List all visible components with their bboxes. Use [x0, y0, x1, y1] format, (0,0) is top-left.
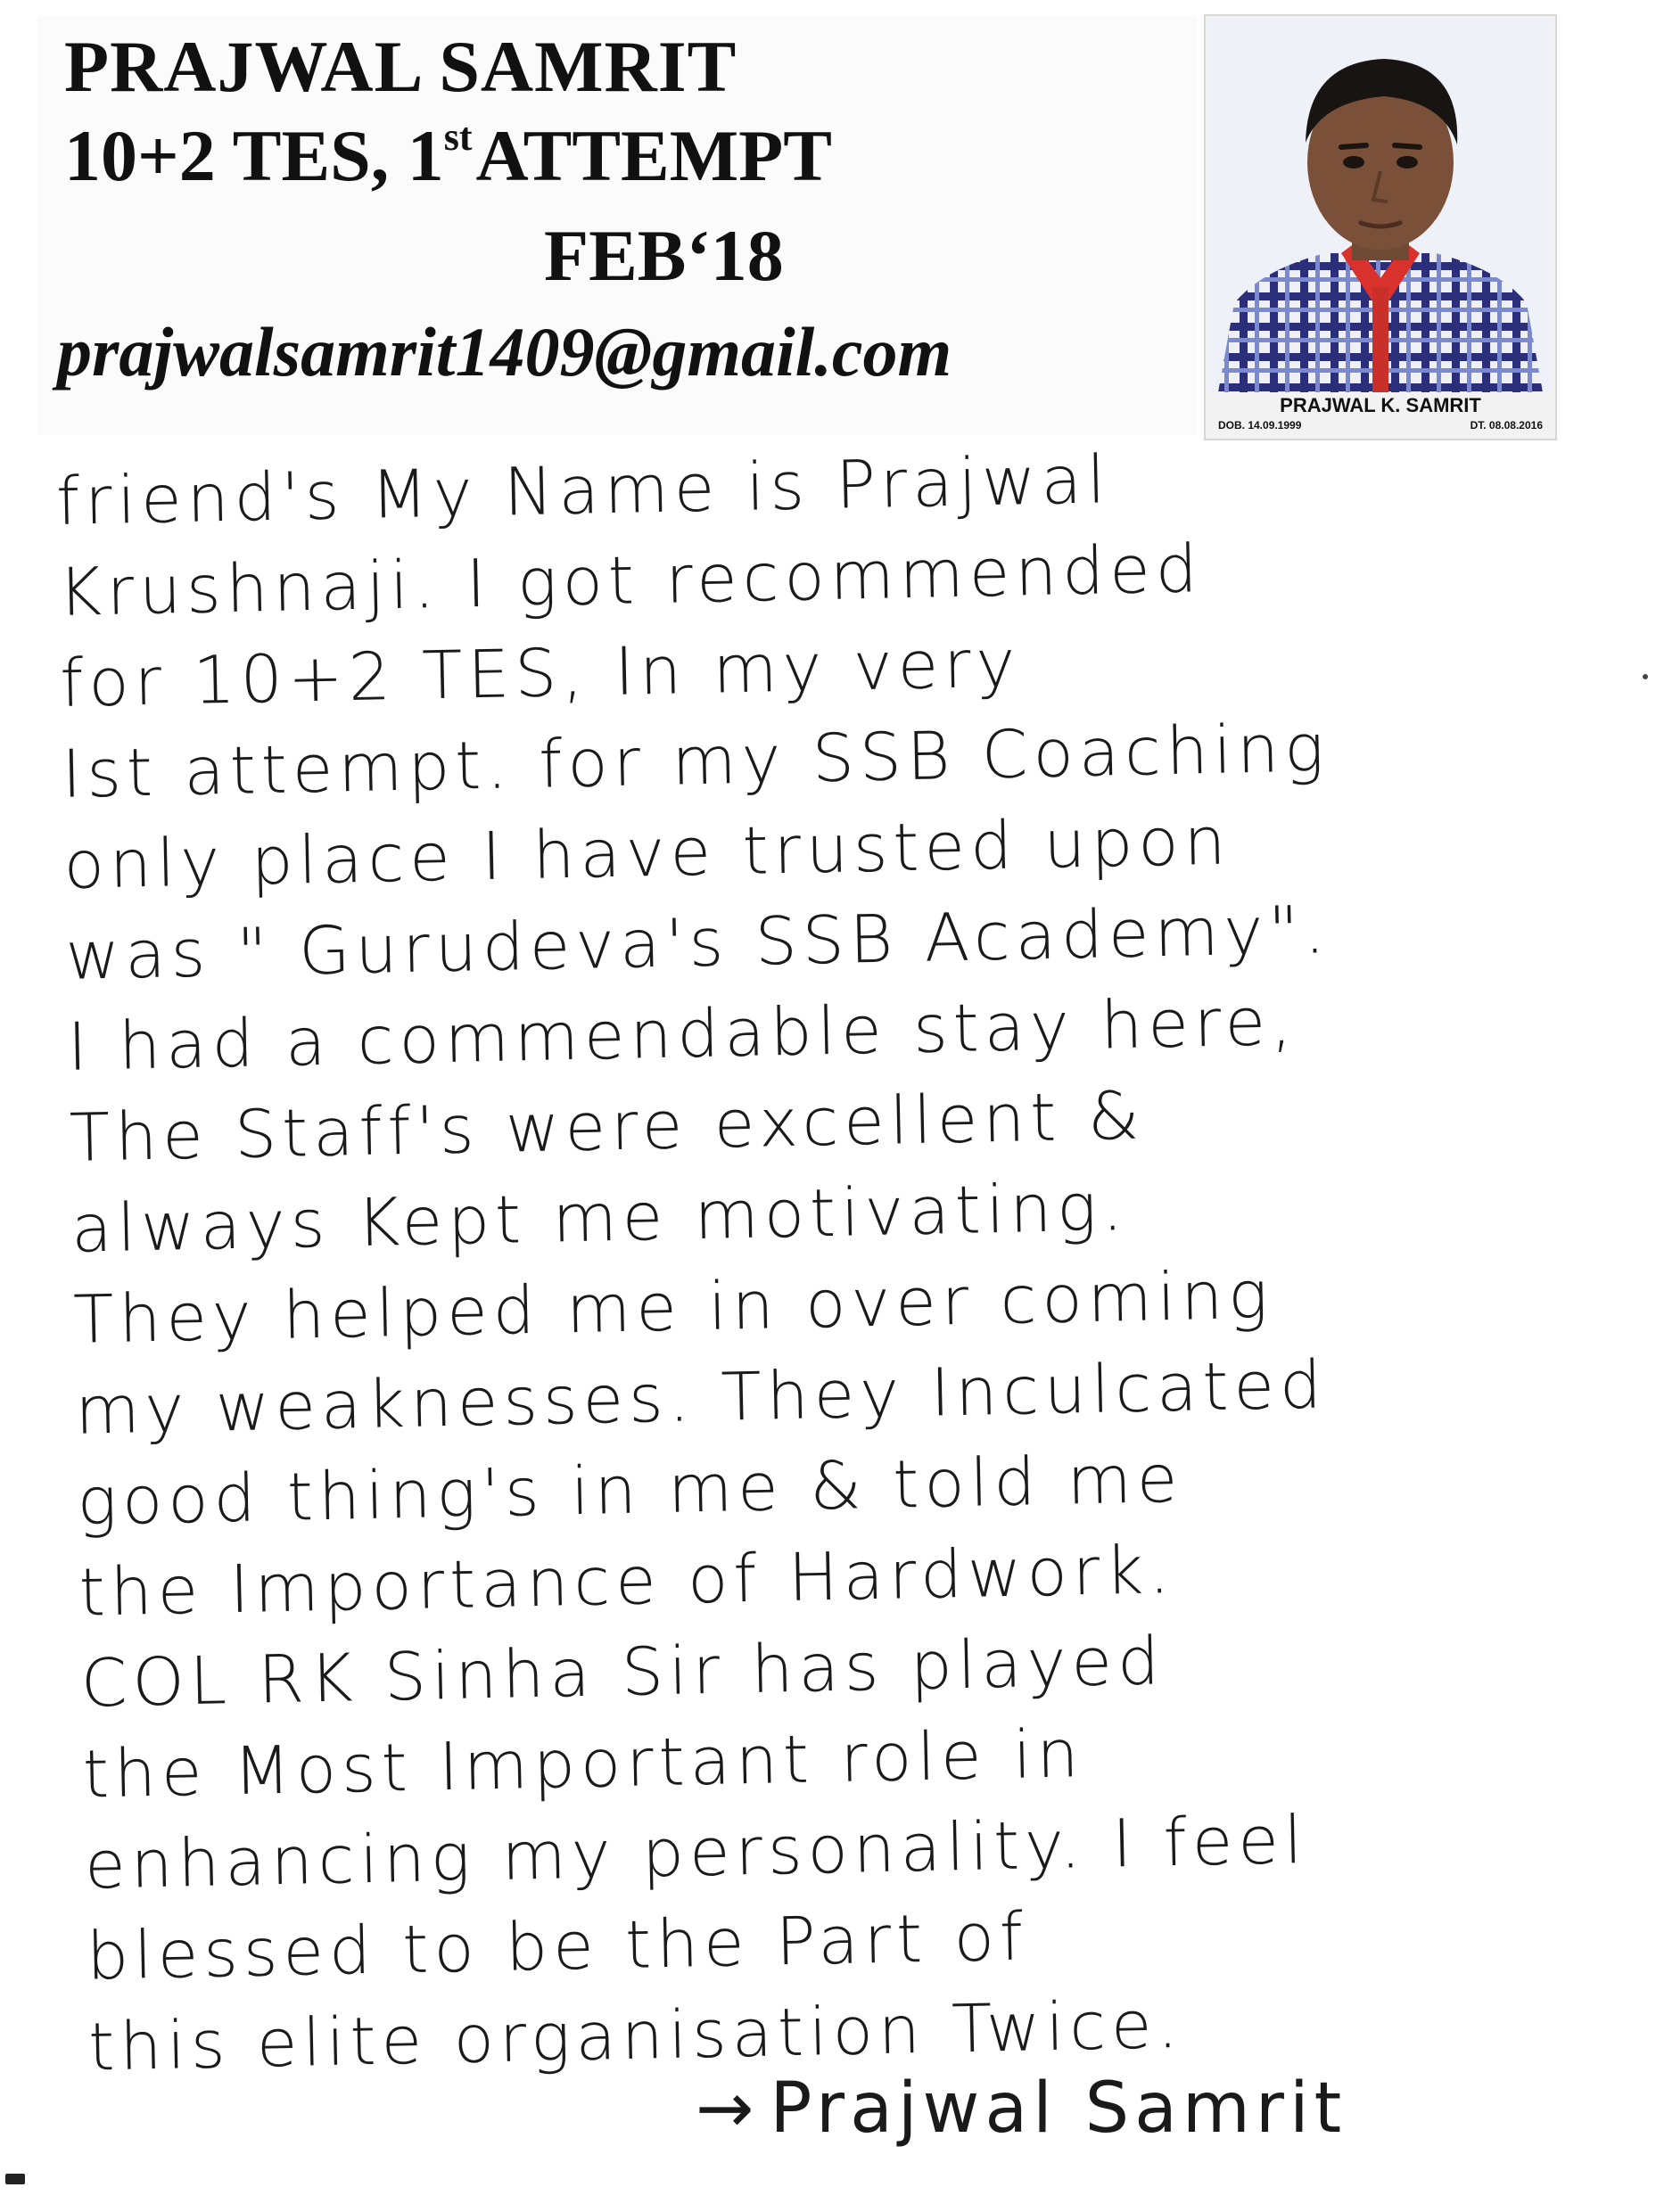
entry-prefix: 10+2 TES, 1	[64, 115, 444, 196]
entry-ordinal-suffix: st	[443, 115, 473, 159]
letter-line: blessed to be the Part of	[86, 1898, 1029, 1995]
letter-line: was " Gurudeva's SSB Academy".	[64, 892, 1331, 995]
letter-line: Krushnaji. I got recommended	[57, 530, 1204, 631]
student-name: PRAJWAL SAMRIT	[64, 26, 737, 107]
photo-dob: DOB. 14.09.1999	[1218, 419, 1302, 432]
portrait-illustration	[1209, 20, 1552, 392]
scan-mark	[5, 2174, 25, 2184]
email-address: prajwalsamrit1409@gmail.com	[57, 313, 952, 391]
letter-line: my weaknesses. They Inculcated	[74, 1346, 1328, 1450]
letter-line: Ist attempt. for my SSB Coaching	[61, 710, 1331, 813]
handwritten-letter	[55, 423, 1656, 2093]
batch-date: FEB‘18	[544, 215, 784, 296]
letter-line: I had a commendable stay here,	[66, 983, 1298, 1086]
passport-photo-frame	[1204, 14, 1557, 440]
letter-line: good thing's in me & told me	[76, 1440, 1184, 1541]
letter-line: for 10+2 TES, In my very	[59, 625, 1022, 722]
photo-caption: PRAJWAL K. SAMRIT	[1280, 394, 1481, 416]
letter-line: enhancing my personality. I feel	[84, 1801, 1309, 1904]
signature	[696, 2068, 1347, 2149]
signature-arrow-icon: →	[696, 2068, 760, 2149]
entry-details	[64, 114, 832, 198]
letter-line: the Importance of Hardwork.	[78, 1531, 1176, 1632]
letter-line: COL RK Sinha Sir has played	[79, 1623, 1166, 1723]
entry-suffix: ATTEMPT	[475, 115, 832, 196]
letter-line: friend's My Name is Prajwal	[55, 441, 1112, 540]
photo-date: DT. 08.08.2016	[1470, 419, 1543, 432]
scan-dot	[1643, 674, 1648, 679]
signature-text: Prajwal Samrit	[770, 2068, 1347, 2149]
letter-line: the Most Important role in	[82, 1715, 1085, 1813]
letter-line: always Kept me motivating.	[70, 1168, 1129, 1268]
letter-line: The Staff's were excellent &	[69, 1077, 1146, 1177]
letter-line: only place I have trusted upon	[62, 802, 1232, 904]
passport-photo	[1209, 20, 1552, 392]
letter-line: this elite organisation Twice.	[87, 1986, 1184, 2086]
letter-line: They helped me in over coming	[72, 1256, 1274, 1359]
